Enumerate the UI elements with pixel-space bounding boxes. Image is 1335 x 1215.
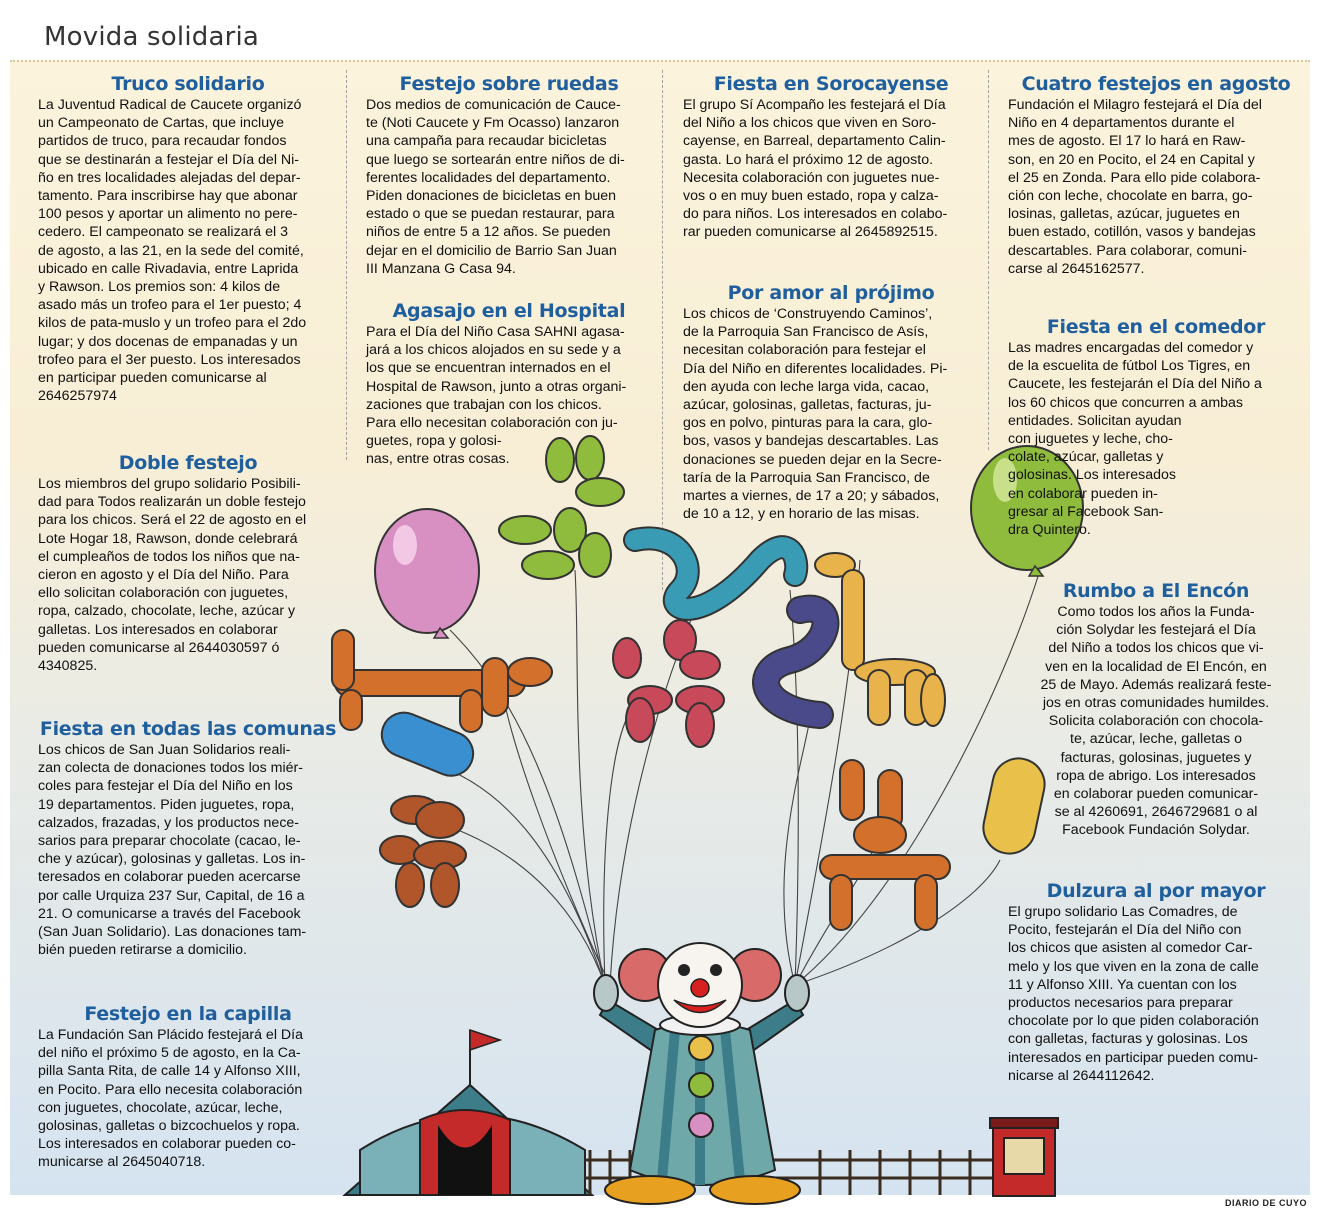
article-fiesta-sorocayense xyxy=(683,73,979,242)
article-title: Doble festejo xyxy=(118,452,258,474)
article-body: Los chicos de ‘Construyendo Caminos’, de la Parroquia San Francisco de Asís, necesitan colaboración para festejar el Día del Niño en diferentes localidades. Pi- den ayuda con leche larga vida, cacao, azúcar, golosinas, galletas, facturas, ju- gos en polvo, pinturas para la cara, glo- bos, vasos y bandejas descartables. Las donaciones se pueden dejar en la Secre- taría de la Parroquia San Francisco, de martes a viernes, de 17 a 20; y sábados, de 10 a 12, y en horario de las misas. xyxy=(683,306,948,523)
article-body: La Juventud Radical de Caucete organizó un Campeonato de Cartas, que incluye partidos de truco, para recaudar fondos que se destinarán a festejar el Día del Ni- ño en tres localidades alejadas del depar- tamento. Para inscribirse hay que abonar 100 pesos y aportar un alimento no pere- cedero. El campeonato se realizará el 3 de agosto, a las 21, en la sede del comité, ubicado en calle Rivadavia, entre Laprida y Rawson. Los premios son: 4 kilos de asado más un trofeo para el 1er puesto; 4 kilos de pata-muslo y un trofeo para el 2do lugar; y dos docenas de empanadas y un trofeo para el 3er puesto. Los interesados en participar pueden comunicarse al 2646257974 xyxy=(38,97,307,405)
orange-dog-balloon-right xyxy=(820,760,950,930)
red-poodle-balloon xyxy=(613,620,724,747)
article-body: Fundación el Milagro festejará el Día del Niño en 4 departamentos durante el mes de agosto. El 17 lo hará en Raw- son, en 20 en Pocito, el 24 en Capital y el 25 en Zonda. Para ello pide colabora- ción con leche, chocolate en barra, go- losinas, galletas, azúcar, juguetes en buen estado, cotillón, vasos y bandejas descartables. Para colaborar, comuni- carse al 2645162577. xyxy=(1008,97,1262,277)
article-truco-solidario xyxy=(38,73,338,405)
article-title: Cuatro festejos en agosto xyxy=(1021,73,1291,95)
article-title: Fiesta en el comedor xyxy=(1046,316,1266,338)
article-body: Dos medios de comunicación de Cauce- te (Noti Caucete y Fm Ocasso) lanzaron una campaña para recaudar bicicletas que luego se sortearán entre niños de di- ferentes localidades del departamento. Piden donaciones de bicicletas en buen estado o que se puedan restaurar, para niños de entre 5 a 12 años. Se pueden dejar en el domicilio de Barrio San Juan III Manzana G Casa 94. xyxy=(366,97,625,277)
article-title: Fiesta en Sorocayense xyxy=(713,73,949,95)
article-title: Truco solidario xyxy=(111,73,265,95)
pink-balloon xyxy=(375,509,479,633)
article-body: La Fundación San Plácido festejará el Día del niño el próximo 5 de agosto, en la Ca- pilla Santa Rita, de calle 14 y Alfonso XIII, en Pocito. Para ello necesita colaboración con juguetes, chocolate, azúcar, leche, golosinas, galletas o bizcochuelos y ropa. Los interesados en colaborar pueden co- municarse al 2645040718. xyxy=(38,1027,303,1171)
orange-dog-balloon xyxy=(332,630,552,732)
article-title: Dulzura al por mayor xyxy=(1046,880,1266,902)
article-doble-festejo xyxy=(38,452,338,675)
balloon-strings xyxy=(420,560,1040,985)
article-amor-projimo xyxy=(683,282,979,523)
section-title: Movida solidaria xyxy=(44,22,260,52)
article-body: Los chicos de San Juan Solidarios reali- zan colecta de donaciones todos los miér- coles para festejar el Día del Niño en los 19 departamentos. Piden juguetes, ropa, calzados, frazadas, y los productos nece- sarios para preparar chocolate (cacao, le- che y azúcar), golosinas y galletas. Los in- teresados en colaborar pueden acercarse por calle Urquiza 237 Sur, Capital, de 16 a 21. O comunicarse a través del Facebook (San Juan Solidario). Las donaciones tam- bién pueden retirarse a domicilio. xyxy=(38,742,307,959)
article-body: El grupo solidario Las Comadres, de Pocito, festejarán el Día del Niño con los chicos que asisten al comedor Car- melo y los que viven en la zona de calle 11 y Alfonso XIII. Ya cuentan con los productos necesarios para preparar chocolate por lo que piden colaboración con galletas, facturas y golosinas. Los interesados en participar pueden comu- nicarse al 2644112642. xyxy=(1008,904,1259,1084)
article-festejo-ruedas xyxy=(366,73,652,278)
article-cuatro-festejos xyxy=(1008,73,1304,278)
article-body: Para el Día del Niño Casa SAHNI agasa- jará a los chicos alojados en su sede y a los que se encuentran internados en el Hospital de Rawson, junto a otras organi- zaciones que trabajan con los chicos. Para ello necesitan colaboración con ju- guetes, ropa y golosi- nas, entre otras cosas. xyxy=(366,324,627,468)
article-body: El grupo Sí Acompaño les festejará el Día del Niño a los chicos que viven en Soro- cayense, en Barreal, departamento Calin- gasta. Lo hará el próximo 12 de agosto. Necesita colaboración con juguetes nue- vos o en muy buen estado, ropa y calza- do para niños. Los interesados en colabo- rar pueden comunicarse al 2645892515. xyxy=(683,97,948,241)
article-body: Los miembros del grupo solidario Posibili- dad para Todos realizarán un doble festejo para los chicos. Será el 22 de agosto en el Lote Hogar 18, Rawson, donde celebrará el cumpleaños de todos los niños que na- cieron en agosto y el Día del Niño. Para ello solicitan colaboración con juguetes, ropa, calzado, chocolate, leche, azúcar y galletas. Los interesados en colaborar pueden comunicarse al 2644030597 ó 4340825. xyxy=(38,476,307,675)
newspaper-credit: DIARIO DE CUYO xyxy=(1224,1198,1307,1208)
article-title: Festejo sobre ruedas xyxy=(399,73,619,95)
article-title: Por amor al prójimo xyxy=(727,282,935,304)
article-agasajo-hospital xyxy=(366,300,652,469)
article-title: Rumbo a El Encón xyxy=(1062,580,1250,602)
article-title: Festejo en la capilla xyxy=(84,1003,292,1025)
article-body: Las madres encargadas del comedor y de la escuelita de fútbol Los Tigres, en Caucete, les festejarán el Día del Niño a los 60 chicos que concurren a ambas entidades. Solicitan ayudan con juguetes y leche, cho- colate, azúcar, galletas y golosinas. Los interesados en colaborar pueden in- gresar al Facebook San- dra Quintero. xyxy=(1008,340,1262,539)
circus-tent xyxy=(345,1030,592,1195)
brown-lion-balloon xyxy=(380,796,466,907)
ticket-booth xyxy=(990,1118,1058,1196)
article-fiesta-comedor xyxy=(1008,316,1304,539)
article-fiesta-comunas xyxy=(38,718,338,959)
article-body: Como todos los años la Funda- ción Solydar les festejará el Día del Niño a todos los chicos que vi- ven en la localidad de El Encón, en 25 de Mayo. Además realizará feste- jos en otras comunidades humildes. Solicita colaboración con chocola- te, azúcar, leche, galletas o facturas, golosinas, juguetes y ropa de abrigo. Los interesados en colaborar pueden comunicar- se al 4260691, 2646729681 o al Facebook Fundación Solydar. xyxy=(1040,604,1272,839)
article-title: Fiesta en todas las comunas xyxy=(39,718,337,740)
clown xyxy=(594,943,809,1204)
article-title: Agasajo en el Hospital xyxy=(392,300,626,322)
article-festejo-capilla xyxy=(38,1003,338,1172)
article-rumbo-encon xyxy=(1008,580,1304,840)
article-dulzura-mayor xyxy=(1008,880,1304,1085)
